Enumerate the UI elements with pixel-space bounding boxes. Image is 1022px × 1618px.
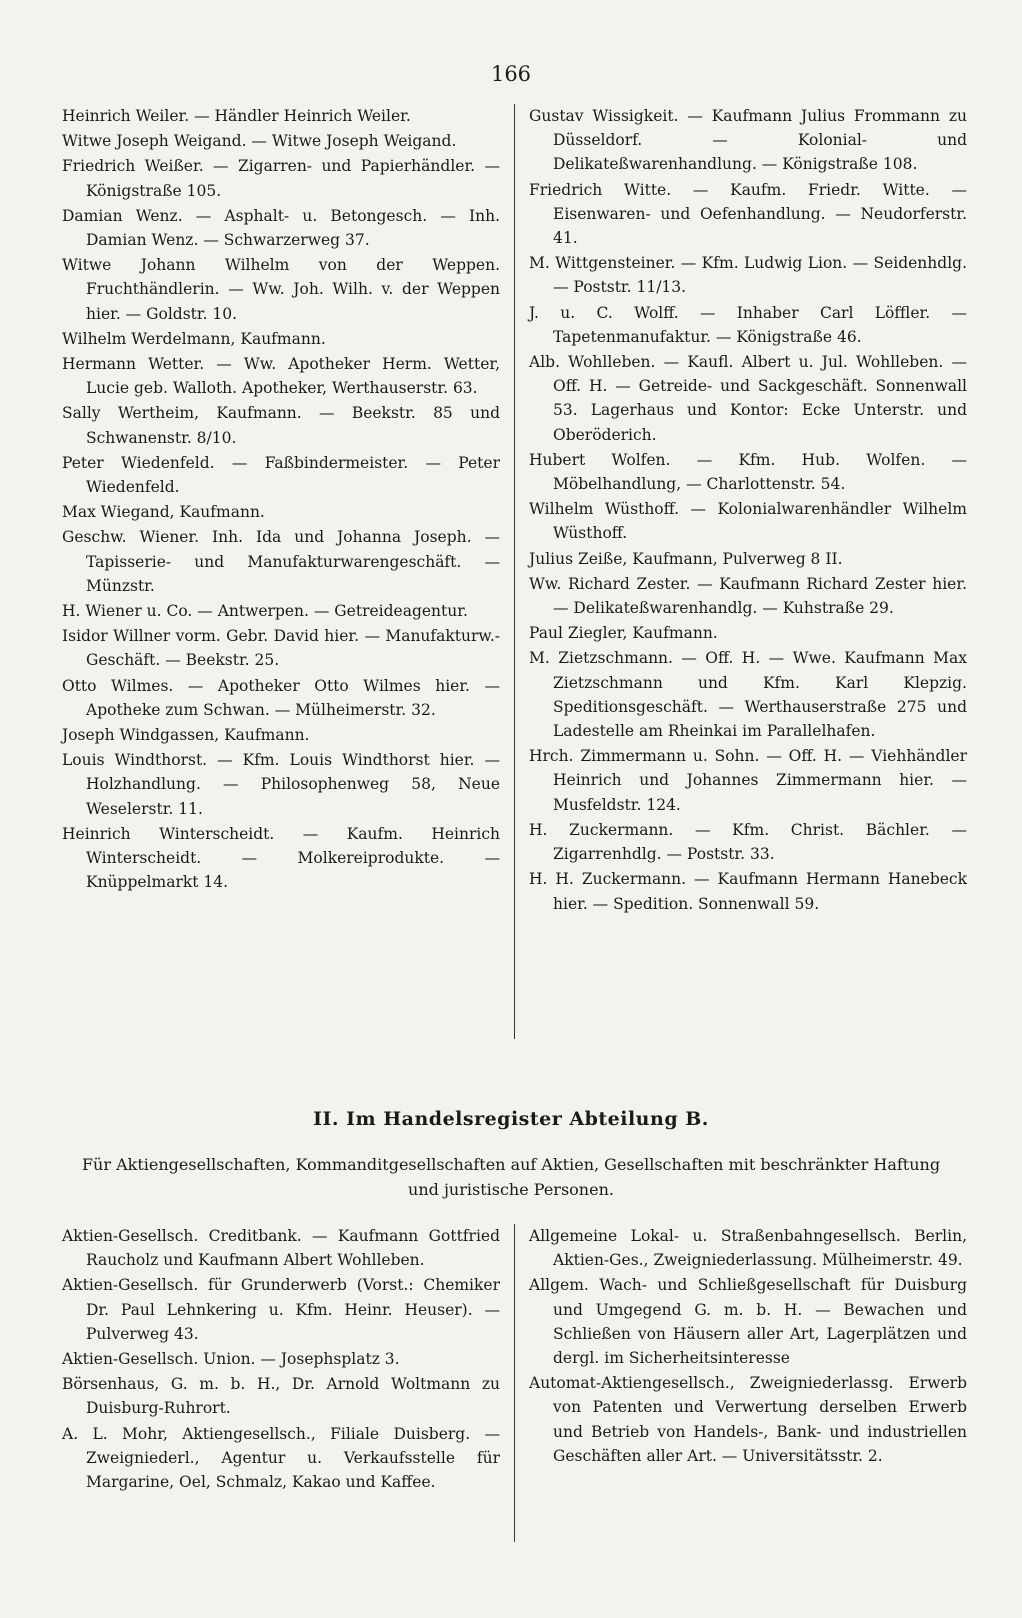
page-number: 166 [490, 62, 532, 86]
list-item: H. Zuckermann. — Kfm. Christ. Bächler. — Zigarrenhdlg. — Poststr. 33. [529, 820, 967, 864]
list-item: Joseph Windgassen, Kaufmann. [62, 726, 310, 745]
list-item: Aktien-Gesellsch. Union. — Josephsplatz 3. [62, 1350, 400, 1369]
list-item: Friedrich Witte. — Kaufm. Friedr. Witte. — Eisenwaren- und Oefenhandlung. — Neudorferstr. 41. [529, 180, 967, 248]
list-item: Aktien-Gesellsch. für Grunderwerb (Vorst.: Chemiker Dr. Paul Lehnkering u. Kfm. Heinr. Heuser). — Pulverweg 43. [62, 1276, 500, 1343]
list-item: Wilhelm Wüsthoff. — Kolonialwarenhändler Wilhelm Wüsthoff. [529, 500, 967, 543]
list-item: Peter Wiedenfeld. — Faßbindermeister. — Peter Wiedenfeld. [62, 453, 500, 497]
list-item: Isidor Willner vorm. Gebr. David hier. — Manufakturw.-Geschäft. — Beekstr. 25. [62, 627, 500, 670]
section-a-columns [62, 104, 968, 1039]
list-item: Otto Wilmes. — Apotheker Otto Wilmes hier. — Apotheke zum Schwan. — Mülheimerstr. 32. [62, 676, 500, 719]
list-item: Börsenhaus, G. m. b. H., Dr. Arnold Woltmann zu Duisburg-Ruhrort. [62, 1375, 500, 1418]
section-b-left-column [62, 1224, 514, 1542]
list-item: Heinrich Weiler. — Händler Heinrich Weiler. [62, 107, 411, 125]
list-item: Witwe Joseph Weigand. — Witwe Joseph Weigand. [62, 132, 457, 151]
list-item: Max Wiegand, Kaufmann. [62, 503, 265, 522]
list-item: Wilhelm Werdelmann, Kaufmann. [62, 329, 326, 348]
section-a-right-column [514, 104, 967, 1039]
list-item: Automat-Aktiengesellsch., Zweigniederlassg. Erwerb von Patenten und Verwertung derselben Erwerb und Betrieb von Handels-, Bank- und industriellen Geschäften aller Art. — Universitätsstr. 2. [529, 1374, 967, 1465]
list-item: H. H. Zuckermann. — Kaufmann Hermann Hanebeck hier. — Spedition. Sonnenwall 59. [529, 870, 967, 913]
list-item: Damian Wenz. — Asphalt- u. Betongesch. — Inh. Damian Wenz. — Schwarzerweg 37. [62, 206, 500, 250]
list-item: Allgem. Wach- und Schließgesellschaft für Duisburg und Umgegend G. m. b. H. — Bewachen und Schließen von Häusern aller Art, Lagerplätzen und dergl. im Sicherheitsinteresse [529, 1276, 967, 1368]
list-item: Julius Zeiße, Kaufmann, Pulverweg 8 II. [529, 549, 843, 568]
list-item: M. Wittgensteiner. — Kfm. Ludwig Lion. — Seidenhdlg. — Poststr. 11/13. [529, 254, 967, 297]
list-item: J. u. C. Wolff. — Inhaber Carl Löffler. — Tapetenmanufaktur. — Königstraße 46. [529, 303, 967, 346]
list-item: Geschw. Wiener. Inh. Ida und Johanna Joseph. — Tapisserie- und Manufakturwarengeschäft. — Münzstr. [62, 528, 500, 595]
section-heading: II. Im Handelsregister Abteilung B. [313, 1108, 709, 1130]
list-item: Witwe Johann Wilhelm von der Weppen. Fruchthändlerin. — Ww. Joh. Wilh. v. der Weppen hier. — Goldstr. 10. [62, 256, 500, 323]
list-item: Paul Ziegler, Kaufmann. [529, 624, 718, 643]
list-item: Friedrich Weißer. — Zigarren- und Papierhändler. — Königstraße 105. [62, 157, 500, 200]
list-item: M. Zietzschmann. — Off. H. — Wwe. Kaufmann Max Zietzschmann und Kfm. Karl Klepzig. Speditionsgeschäft. — Werthauserstraße 275 und Ladestelle am Rheinkai im Parallelhafen. [529, 649, 967, 741]
list-item: Gustav Wissigkeit. — Kaufmann Julius Frommann zu Düsseldorf. — Kolonial- und Delikateßwarenhandlung. — Königstraße 108. [529, 107, 967, 174]
section-b-columns [62, 1224, 968, 1542]
list-item: Hrch. Zimmermann u. Sohn. — Off. H. — Viehhändler Heinrich und Johannes Zimmermann hier. — Musfeldstr. 124. [529, 747, 967, 814]
list-item: A. L. Mohr, Aktiengesellsch., Filiale Duisberg. — Zweigniederl., Agentur u. Verkaufsstelle für Margarine, Oel, Schmalz, Kakao und Kaffee. [62, 1424, 500, 1492]
list-item: Allgemeine Lokal- u. Straßenbahngesellsch. Berlin, Aktien-Ges., Zweigniederlassung. Mülheimerstr. 49. [529, 1227, 967, 1270]
section-subheading: Für Aktiengesellschaften, Kommanditgesellschaften auf Aktien, Gesellschaften mit beschränkter Haftung und juristische Personen. [81, 1155, 941, 1199]
list-item: Heinrich Winterscheidt. — Kaufm. Heinrich Winterscheidt. — Molkereiprodukte. — Knüppelmarkt 14. [62, 824, 500, 892]
list-item: Alb. Wohlleben. — Kaufl. Albert u. Jul. Wohlleben. — Off. H. — Getreide- und Sackgeschäft. Sonnenwall 53. Lagerhaus und Kontor: Ecke Unterstr. und Oberöderich. [529, 353, 967, 444]
list-item: Hubert Wolfen. — Kfm. Hub. Wolfen. — Möbelhandlung, — Charlottenstr. 54. [529, 450, 967, 494]
list-item: Louis Windthorst. — Kfm. Louis Windthorst hier. — Holzhandlung. — Philosophenweg 58, Neue Weselerstr. 11. [62, 751, 500, 818]
list-item: Ww. Richard Zester. — Kaufmann Richard Zester hier. — Delikateßwarenhandlg. — Kuhstraße 29. [529, 574, 967, 618]
list-item: Hermann Wetter. — Ww. Apotheker Herm. Wetter, Lucie geb. Walloth. Apotheker, Werthauserstr. 63. [62, 355, 500, 398]
section-a-left-column [62, 104, 514, 1039]
list-item: Aktien-Gesellsch. Creditbank. — Kaufmann Gottfried Raucholz und Kaufmann Albert Wohlleben. [62, 1227, 500, 1270]
list-item: H. Wiener u. Co. — Antwerpen. — Getreideagentur. [62, 602, 468, 621]
list-item: Sally Wertheim, Kaufmann. — Beekstr. 85 und Schwanenstr. 8/10. [62, 404, 500, 447]
section-b-right-column [514, 1224, 967, 1542]
